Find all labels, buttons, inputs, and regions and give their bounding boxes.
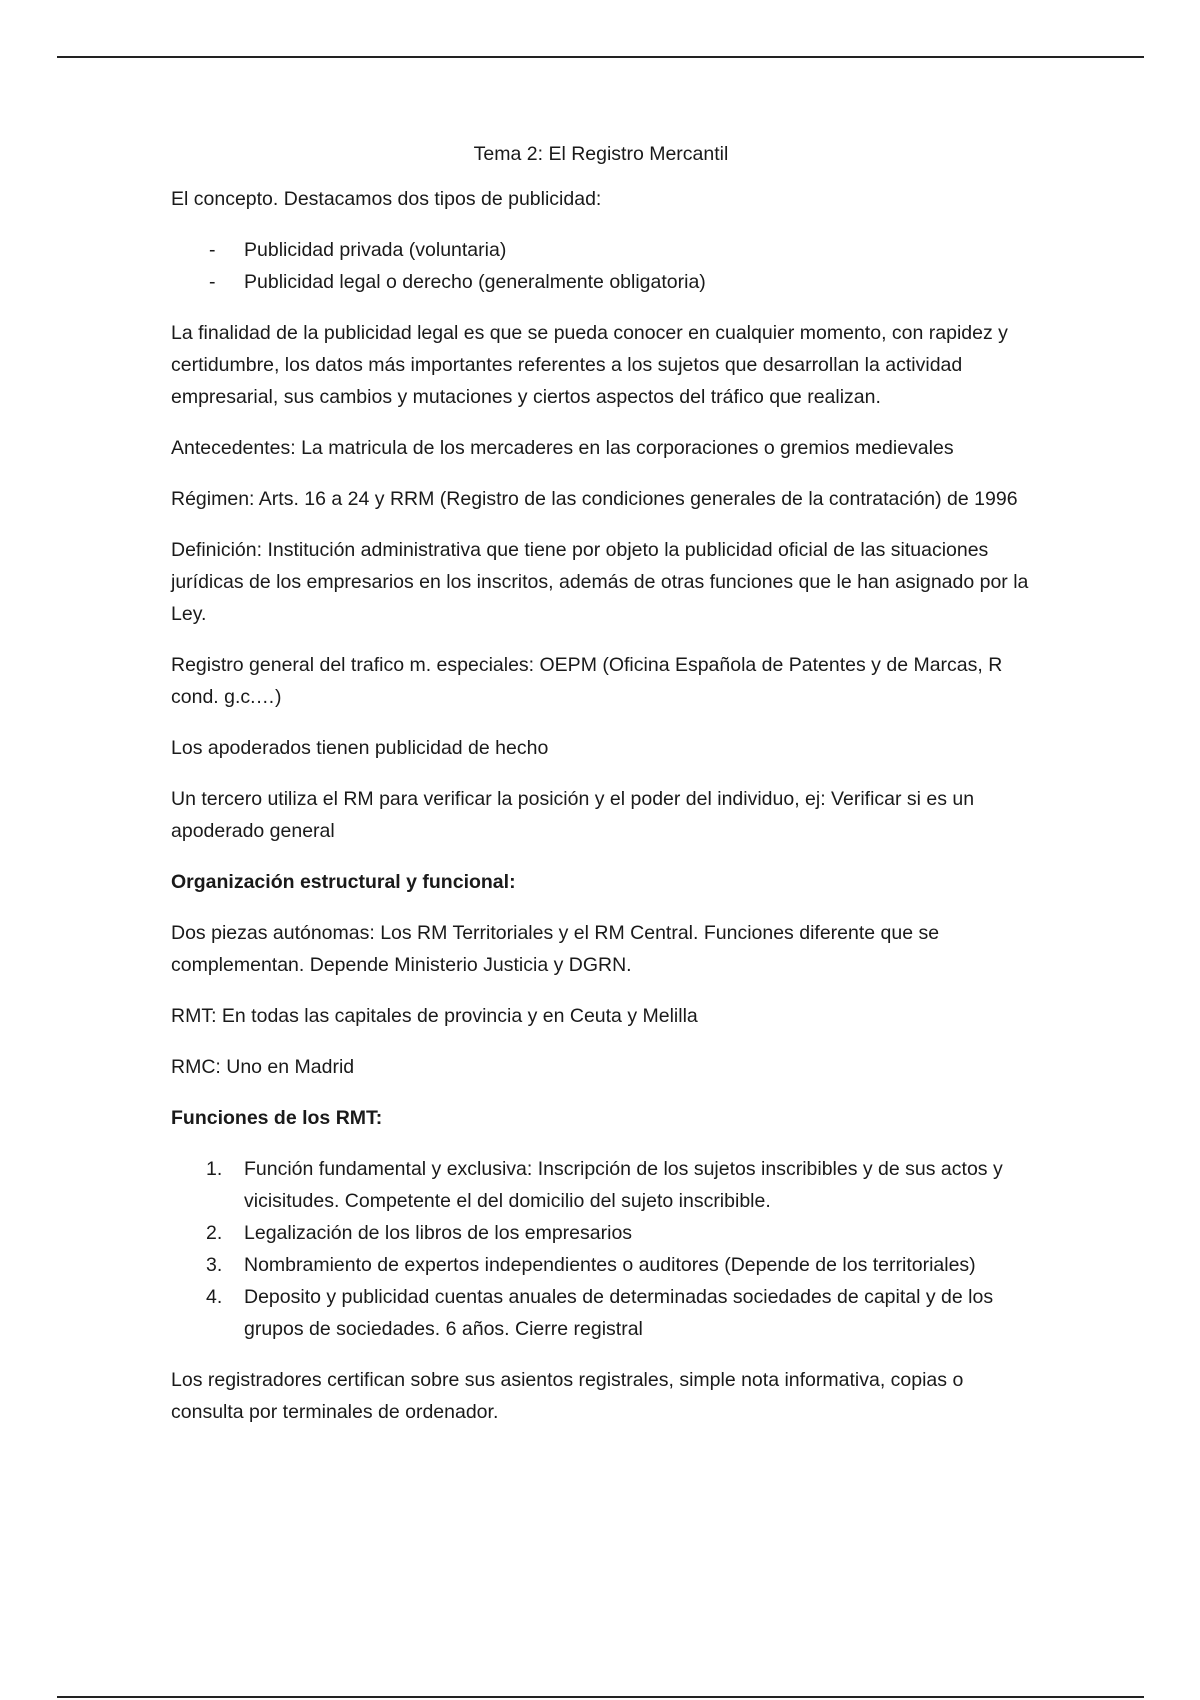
autonomous-pieces-paragraph: Dos piezas autónomas: Los RM Territoriales y el RM Central. Funciones diferente que se complementan. Depende Ministerio Justicia y DGRN.: [171, 922, 940, 976]
regime-paragraph: Régimen: Arts. 16 a 24 y RRM (Registro de las condiciones generales de la contratación) de 1996: [171, 488, 1018, 510]
intro-paragraph: El concepto. Destacamos dos tipos de publicidad:: [171, 188, 602, 210]
list-item: [171, 1281, 1031, 1345]
antecedents-paragraph: Antecedentes: La matricula de los mercaderes en las corporaciones o gremios medievales: [171, 437, 954, 459]
third-party-paragraph: Un tercero utiliza el RM para verificar la posición y el poder del individuo, ej: Verificar si es un apoderado general: [171, 788, 975, 842]
functions-heading: Funciones de los RMT:: [171, 1107, 383, 1129]
list-item-text: Nombramiento de expertos independientes o auditores (Depende de los territoriales): [244, 1254, 976, 1276]
list-item-text: Deposito y publicidad cuentas anuales de determinadas sociedades de capital y de los grupos de sociedades. 6 años. Cierre registral: [244, 1286, 994, 1340]
list-item: [171, 266, 1031, 298]
closing-paragraph: Los registradores certifican sobre sus asientos registrales, simple nota informativa, copias o consulta por terminales de ordenador.: [171, 1369, 964, 1423]
general-registry-paragraph: Registro general del trafico m. especiales: OEPM (Oficina Española de Patentes y de Marcas, R cond. g.c.…): [171, 654, 1003, 708]
list-item-text: Función fundamental y exclusiva: Inscripción de los sujetos inscribibles y de sus actos y vicisitudes. Competente el del domicilio del sujeto inscribible.: [244, 1158, 1003, 1212]
list-item-text: Publicidad privada (voluntaria): [244, 239, 507, 261]
top-rule: [57, 56, 1144, 58]
dash-bullet: -: [209, 239, 216, 261]
list-item: [171, 1249, 1031, 1281]
list-item: [171, 1217, 1031, 1249]
list-number: 1.: [206, 1158, 223, 1180]
dash-bullet: -: [209, 271, 216, 293]
list-item: [171, 1153, 1031, 1217]
attorneys-paragraph: Los apoderados tienen publicidad de hecho: [171, 737, 549, 759]
list-number: 2.: [206, 1222, 223, 1244]
list-item: [171, 234, 1031, 266]
bottom-rule: [57, 1696, 1144, 1698]
rmt-paragraph: RMT: En todas las capitales de provincia y en Ceuta y Melilla: [171, 1005, 698, 1027]
document-body: [171, 138, 1031, 1447]
rmc-paragraph: RMC: Uno en Madrid: [171, 1056, 355, 1078]
functions-list: [171, 1153, 1031, 1345]
purpose-paragraph: La finalidad de la publicidad legal es que se pueda conocer en cualquier momento, con rapidez y certidumbre, los datos más importantes referentes a los sujetos que desarrollan la actividad empresarial, sus cambios y mutaciones y ciertos aspectos del tráfico que realizan.: [171, 322, 1008, 408]
list-number: 3.: [206, 1254, 223, 1276]
organization-heading: Organización estructural y funcional:: [171, 871, 516, 893]
publicity-types-list: [171, 234, 1031, 298]
list-item-text: Publicidad legal o derecho (generalmente obligatoria): [244, 271, 706, 293]
list-number: 4.: [206, 1286, 223, 1308]
list-item-text: Legalización de los libros de los empresarios: [244, 1222, 633, 1244]
definition-paragraph: Definición: Institución administrativa que tiene por objeto la publicidad oficial de las situaciones jurídicas de los empresarios en los inscritos, además de otras funciones que le han asignado por la Ley.: [171, 539, 1029, 625]
document-title: Tema 2: El Registro Mercantil: [473, 143, 729, 165]
